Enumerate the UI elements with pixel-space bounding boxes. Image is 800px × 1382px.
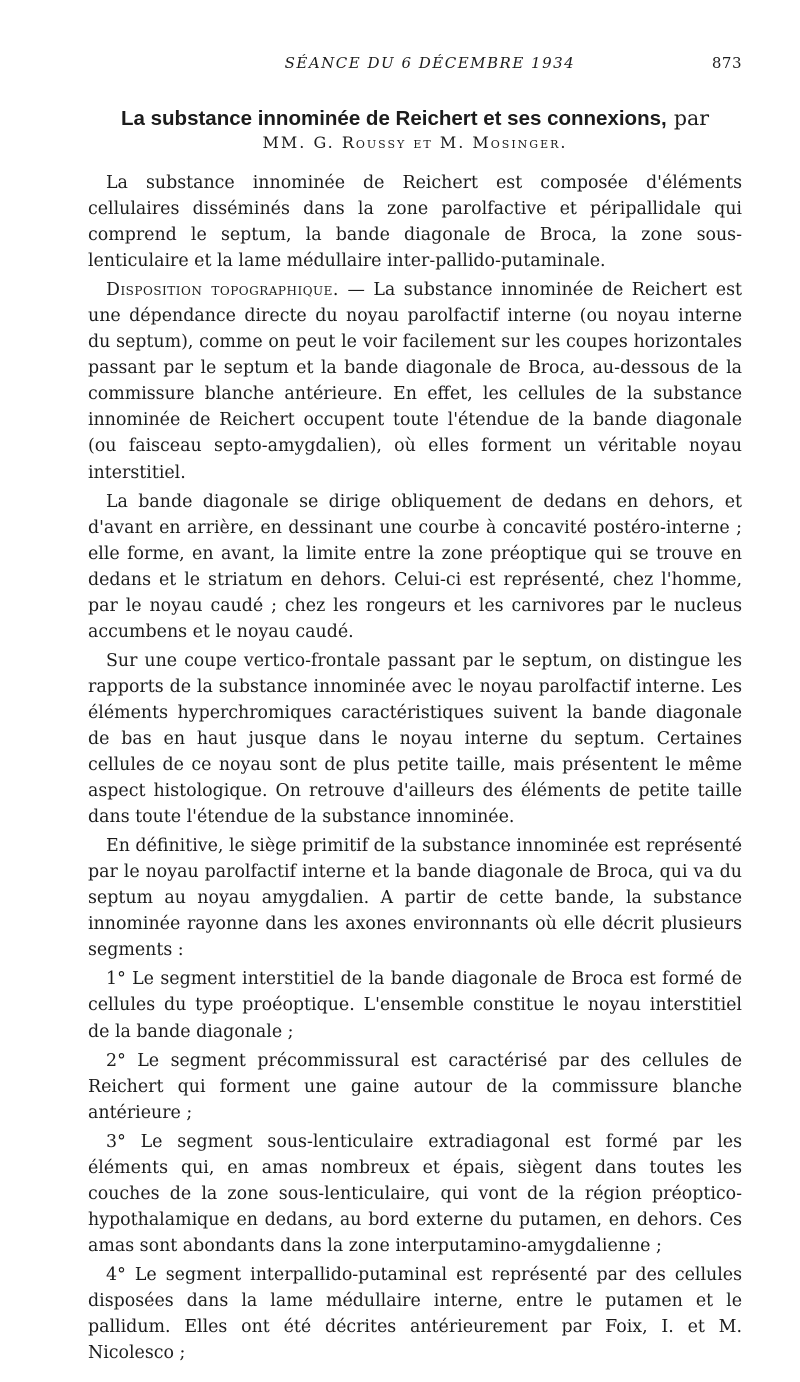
paragraph: [88, 170, 742, 274]
paragraph-text: La substance innominée de Reichert est composée d'éléments cellulaires disséminés dans la zone parolfactive et péripallidale qui comprend le septum, la bande diagonale de Broca, la zone sous-lenticulaire et la lame médullaire inter-pallido-putaminale.: [88, 173, 742, 272]
paragraph-text: 3° Le segment sous-lenticulaire extradiagonal est formé par les éléments qui, en amas nombreux et épais, siègent dans toutes les couches de la zone sous-lenticulaire, qui vont de la région préoptico-hypothalamique en dedans, au bord externe du putamen, en dehors. Ces amas sont abondants dans la zone interputamino-amygdalienne ;: [88, 1131, 742, 1256]
running-title: SÉANCE DU 6 DÉCEMBRE 1934: [284, 54, 576, 72]
list-item: [88, 1048, 742, 1126]
paragraph: [88, 489, 742, 645]
article-title: [88, 106, 742, 131]
list-item: [88, 966, 742, 1044]
paragraph-text: 4° Le segment interpallido-putaminal est représenté par des cellules disposées dans la lame médullaire interne, entre le putamen et le pallidum. Elles ont été décrites antérieurement par Foix, I. et M. Nicolesco ;: [88, 1264, 742, 1364]
paragraph-text: En définitive, le siège primitif de la substance innominée est représenté par le noyau parolfactif interne et la bande diagonale de Broca, qui va du septum au noyau amygdalien. A partir de cette bande, la substance innominée rayonne dans les axones environnants où elle décrit plusieurs segments :: [88, 836, 742, 961]
paragraph: [88, 277, 742, 485]
article-title-text: La substance innominée de Reichert et ses connexions,: [121, 107, 667, 130]
paragraph-text: 2° Le segment précommissural est caractérisé par des cellules de Reichert qui forment une gaine autour de la commissure blanche antérieure ;: [88, 1050, 742, 1123]
paragraph: [88, 833, 742, 963]
list-item: [88, 1262, 742, 1366]
paragraph-text: 1° Le segment interstitiel de la bande diagonale de Broca est formé de cellules du type proéoptique. L'ensemble constitue le noyau interstitiel de la bande diagonale ;: [88, 969, 742, 1042]
running-head: [88, 54, 742, 72]
paragraph-text: La bande diagonale se dirige obliquement de dedans en dehors, et d'avant en arrière, en dessinant une courbe à concavité postéro-interne ; elle forme, en avant, la limite entre la zone préoptique qui se trouve en dedans et le striatum en dehors. Celui-ci est représenté, chez l'homme, par le noyau caudé ; chez les rongeurs et les carnivores par le nucleus accumbens et le noyau caudé.: [88, 491, 742, 642]
article-authors: MM. G. Roussy et M. Mosinger.: [262, 133, 568, 152]
section-heading: Disposition topographique.: [106, 280, 339, 301]
paragraph-text: Sur une coupe vertico-frontale passant par le septum, on distingue les rapports de la substance innominée avec le noyau parolfactif interne. Les éléments hyperchromiques caractéristiques suivent la bande diagonale de bas en haut jusque dans le noyau interne du septum. Certaines cellules de ce noyau sont de plus petite taille, mais présentent le même aspect histologique. On retrouve d'ailleurs des éléments de petite taille dans toute l'étendue de la substance innominée.: [88, 650, 742, 828]
list-item: [88, 1129, 742, 1259]
paragraph-text: — La substance innominée de Reichert est une dépendance directe du noyau parolfactif interne (ou noyau interne du septum), comme on peut le voir facilement sur les coupes horizontales passant par le septum et la bande diagonale de Broca, au-dessous de la commissure blanche antérieure. En effet, les cellules de la substance innominée de Reichert occupent toute l'étendue de la bande diagonale (ou faisceau septo-amygdalien), où elles forment un véritable noyau interstitiel.: [88, 280, 742, 483]
article-title-by: par: [673, 106, 709, 130]
page-number: 873: [711, 54, 742, 72]
article-body: [88, 170, 742, 1366]
paragraph: [88, 648, 742, 830]
